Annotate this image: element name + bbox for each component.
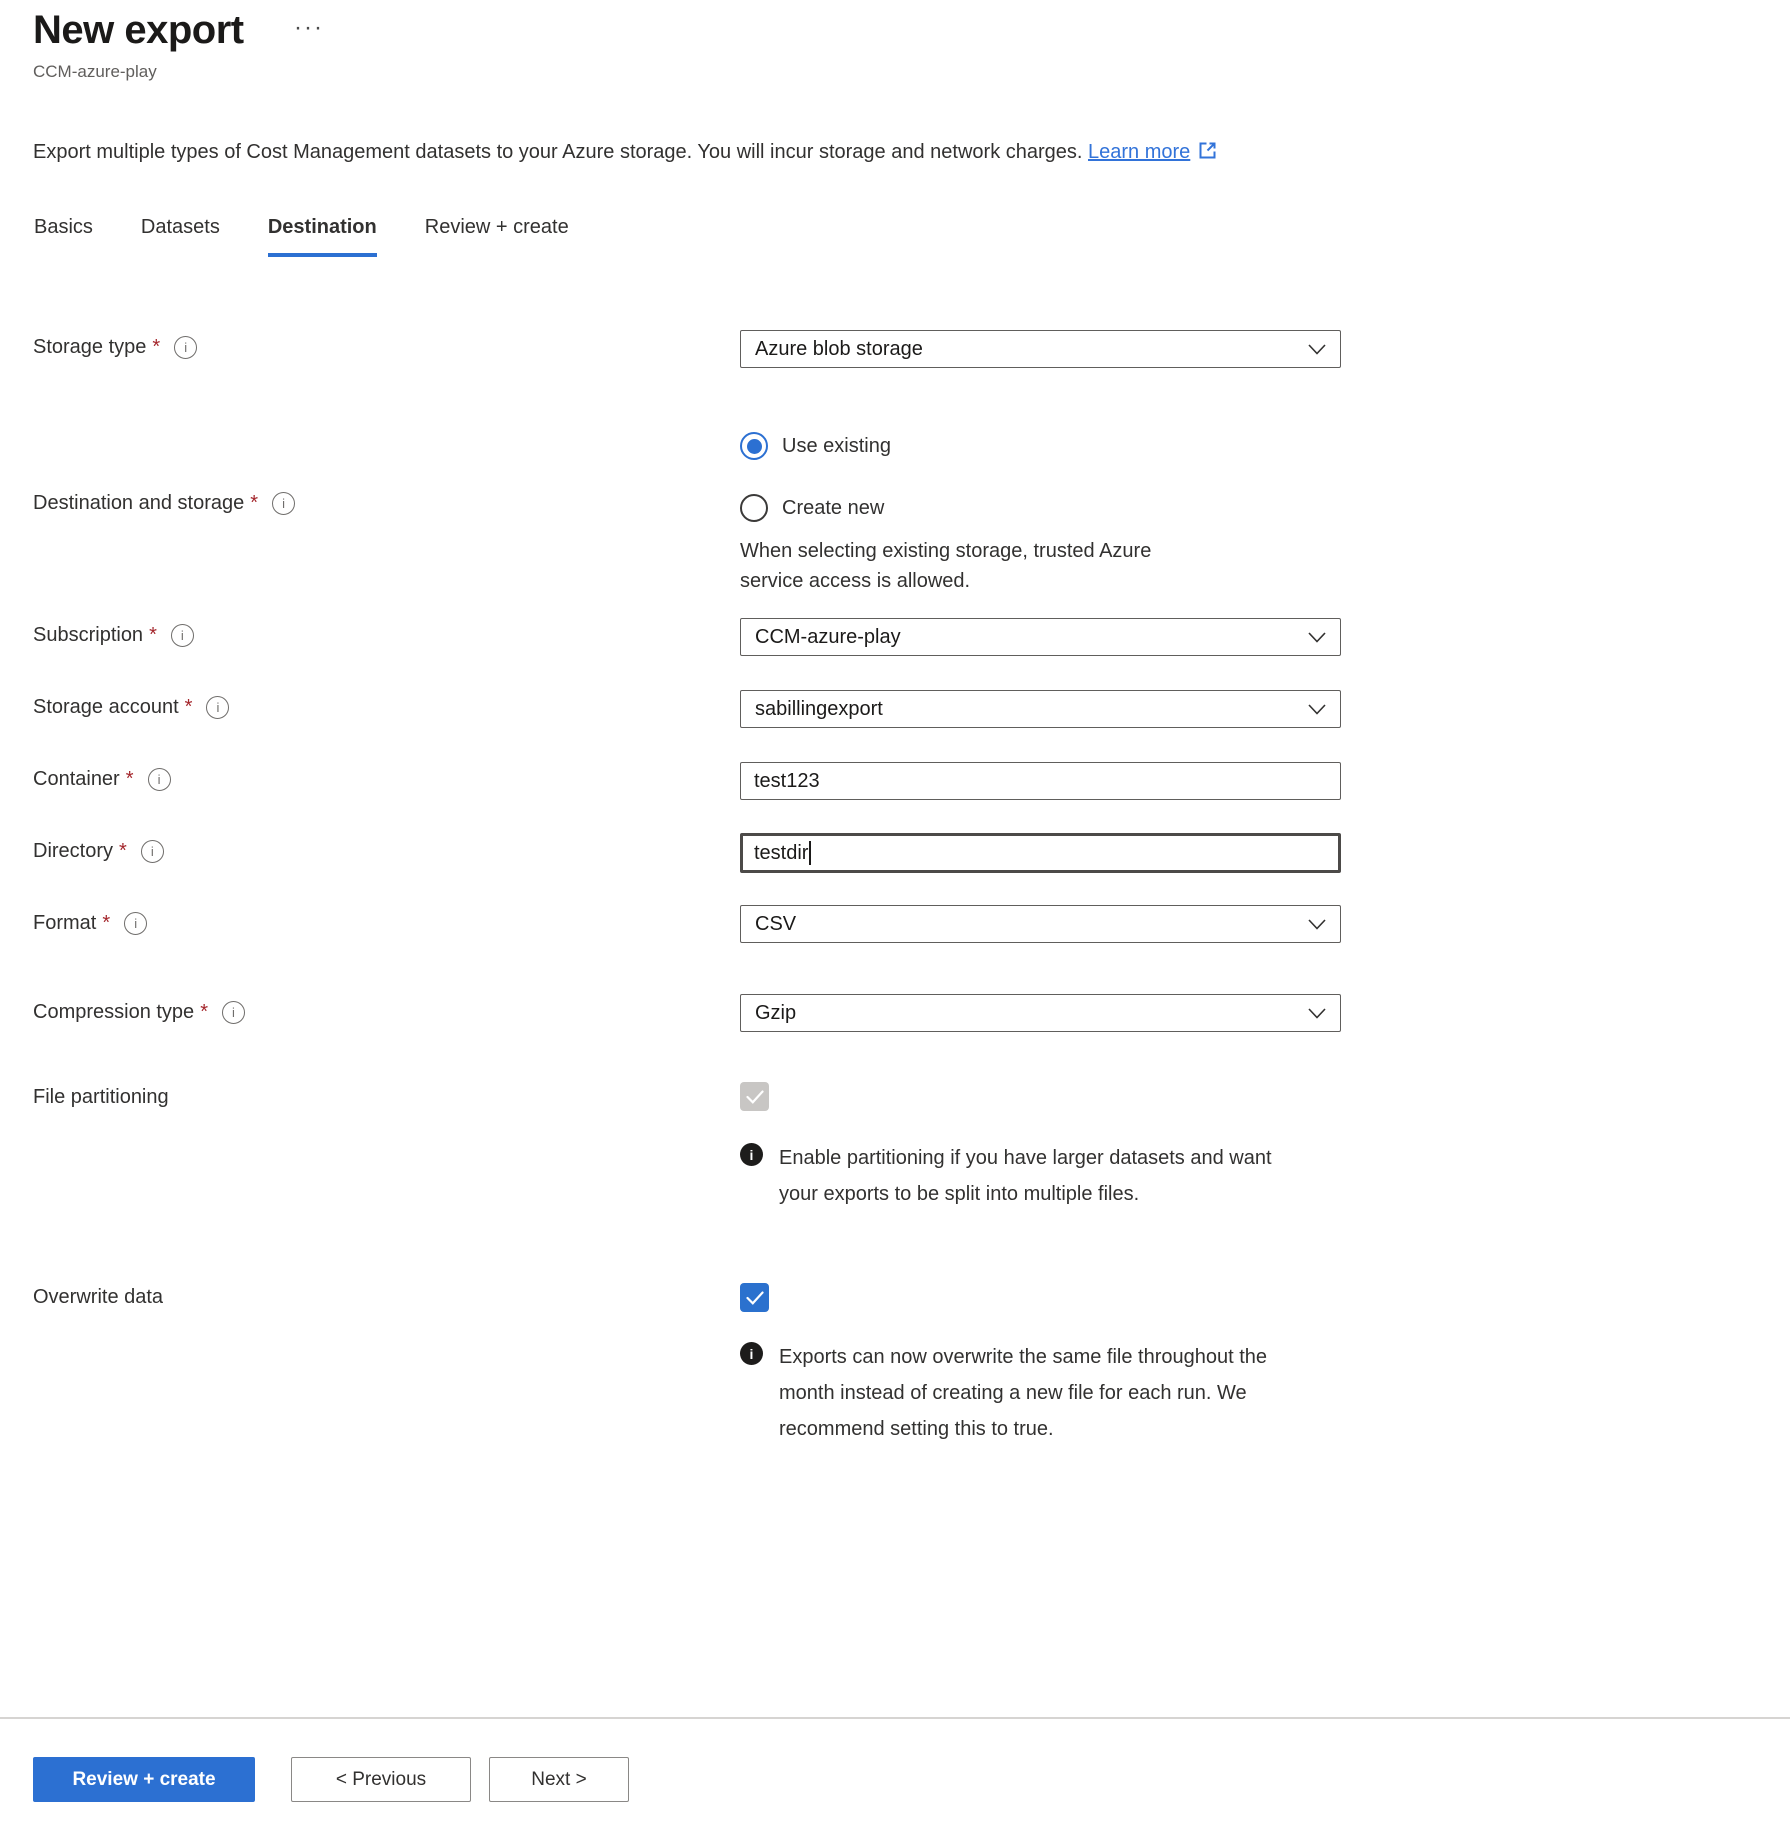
chevron-down-icon [1308, 1008, 1326, 1019]
required-marker: * [152, 336, 161, 358]
next-button[interactable]: Next > [489, 1757, 629, 1802]
radio-selected-icon [740, 432, 768, 460]
required-marker: * [149, 624, 157, 646]
overwrite-data-checkbox[interactable] [740, 1283, 769, 1312]
checkmark-icon [746, 1090, 764, 1104]
info-icon[interactable] [124, 912, 147, 935]
info-icon[interactable] [141, 840, 164, 863]
required-marker: * [119, 840, 127, 862]
subscription-label: Subscription * i [33, 624, 194, 647]
storage-account-label: Storage account * i [33, 696, 229, 719]
compression-type-label: Compression type * i [33, 1001, 245, 1024]
tab-review-create[interactable]: Review + create [424, 216, 569, 238]
overwrite-data-note: Exports can now overwrite the same file throughout the month instead of creating a new file for each run. We recommend setting this to true. [779, 1346, 1268, 1440]
intro-text [33, 138, 1693, 166]
destination-storage-label: Destination and storage * i [33, 492, 295, 515]
existing-storage-note: When selecting existing storage, trusted Azure service access is allowed. [740, 540, 1152, 592]
file-partitioning-note: Enable partitioning if you have larger datasets and want your exports to be split into multiple files. [779, 1147, 1272, 1205]
overwrite-data-label: Overwrite data [33, 1286, 164, 1308]
info-icon[interactable] [206, 696, 229, 719]
chevron-down-icon [1308, 919, 1326, 930]
required-marker: * [184, 696, 193, 718]
radio-unselected-icon [740, 494, 768, 522]
learn-more-link[interactable]: Learn more [1088, 141, 1191, 163]
required-marker: * [250, 492, 259, 514]
previous-button[interactable]: < Previous [291, 1757, 471, 1802]
create-new-radio[interactable]: Create new [740, 494, 884, 522]
compression-type-dropdown[interactable]: Gzip [740, 994, 1341, 1032]
info-icon[interactable] [174, 336, 197, 359]
page-subtitle: CCM-azure-play [33, 62, 157, 81]
chevron-down-icon [1308, 704, 1326, 715]
info-icon[interactable] [148, 768, 171, 791]
directory-input[interactable]: testdir [740, 833, 1341, 873]
info-icon[interactable] [272, 492, 295, 515]
subscription-dropdown[interactable]: CCM-azure-play [740, 618, 1341, 656]
review-create-button[interactable]: Review + create [33, 1757, 255, 1802]
text-cursor [809, 841, 811, 865]
file-partitioning-label: File partitioning [33, 1086, 169, 1108]
more-options-icon[interactable]: ··· [294, 14, 324, 41]
container-label: Container * i [33, 768, 171, 791]
use-existing-radio[interactable]: Use existing [740, 432, 891, 460]
external-link-icon [1197, 139, 1219, 161]
page-title: New export [33, 8, 244, 52]
checkmark-icon [746, 1291, 764, 1305]
format-label: Format * i [33, 912, 147, 935]
tab-basics[interactable]: Basics [34, 216, 93, 238]
wizard-tabs [34, 216, 569, 257]
container-input[interactable]: test123 [740, 762, 1341, 800]
required-marker: * [125, 768, 134, 790]
tab-destination[interactable]: Destination [268, 216, 377, 257]
storage-account-dropdown[interactable]: sabillingexport [740, 690, 1341, 728]
storage-type-dropdown[interactable]: Azure blob storage [740, 330, 1341, 368]
format-dropdown[interactable]: CSV [740, 905, 1341, 943]
footer-divider [0, 1717, 1790, 1719]
file-partitioning-checkbox [740, 1082, 769, 1111]
required-marker: * [200, 1001, 208, 1023]
storage-type-label: Storage type * i [33, 336, 197, 359]
chevron-down-icon [1308, 344, 1326, 355]
info-icon[interactable] [171, 624, 194, 647]
directory-label: Directory * i [33, 840, 164, 863]
chevron-down-icon [1308, 632, 1326, 643]
required-marker: * [102, 912, 111, 934]
intro-description: Export multiple types of Cost Management datasets to your Azure storage. You will incur storage and network charges. [33, 141, 1083, 163]
tab-datasets[interactable]: Datasets [140, 216, 220, 238]
info-icon[interactable] [222, 1001, 245, 1024]
info-filled-icon [740, 1342, 763, 1365]
info-filled-icon [740, 1143, 763, 1166]
